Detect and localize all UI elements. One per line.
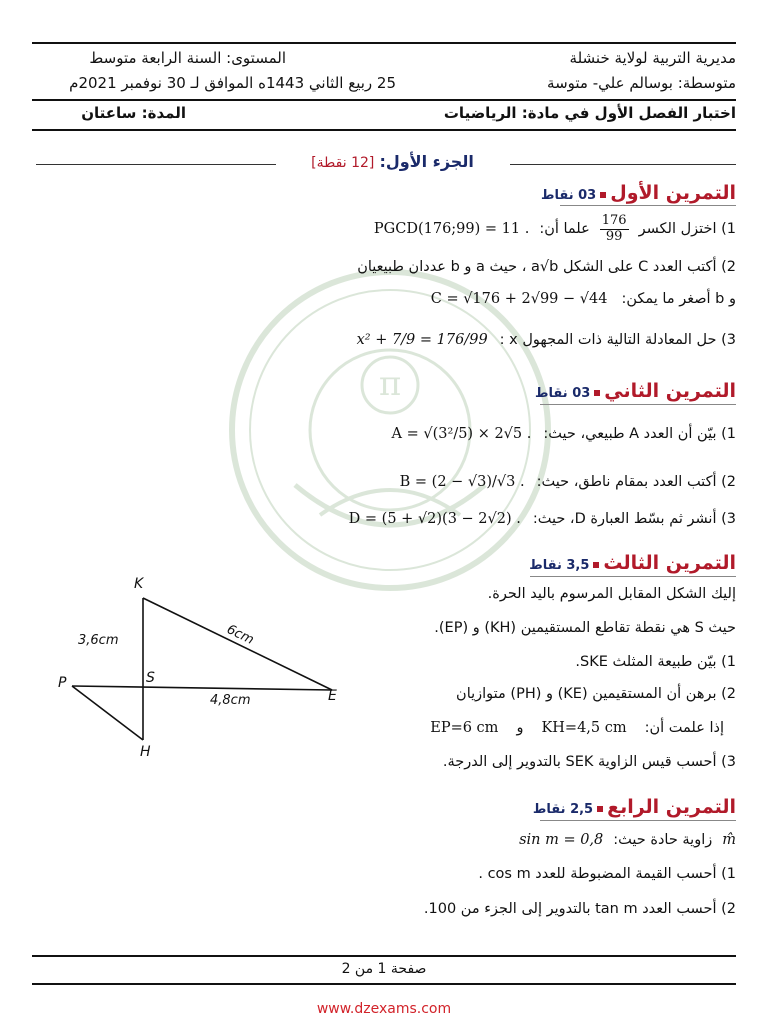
segment-ke [143, 598, 332, 690]
ex1-q2-line1: 2) أكتب العدد C على الشكل a√b ، حيث a و b عددان طبيعيان [357, 259, 736, 275]
ex3-points: 3,5 نقاط [529, 558, 590, 573]
ex2-q2-expression: B = (2 − √3)/√3 . [399, 474, 525, 490]
ex2-q1 [392, 426, 736, 442]
ex2-points: 03 نقاط [535, 386, 591, 401]
ex1-q3 [357, 332, 736, 348]
point-h-label: H [140, 744, 151, 760]
exam-title: اختبار الفصل الأول في مادة: الرياضيات [443, 104, 736, 122]
ex4-intro-expression: sin m = 0,8 [519, 832, 604, 848]
duration-label: المدة: ساعتان [81, 104, 186, 122]
ex4-intro-text: زاوية حادة حيث: [613, 832, 713, 848]
point-e-label: E [328, 688, 337, 704]
ex3-intro1: إليك الشكل المقابل المرسوم باليد الحرة. [487, 586, 736, 602]
length-ks-label: 3,6cm [78, 633, 119, 648]
ex4-angle-symbol: m̂ [722, 832, 736, 848]
footer-top-rule [32, 955, 736, 957]
ex3-q2: 2) برهن أن المستقيمين (KE) و (PH) متوازيان [456, 686, 736, 702]
svg-text:π: π [378, 364, 402, 404]
part1-title: الجزء الأول: [379, 152, 474, 171]
point-k-label: K [134, 576, 144, 592]
ex4-intro [519, 832, 736, 848]
point-s-label: S [146, 670, 155, 686]
length-se-label: 4,8cm [210, 693, 251, 708]
ex1-q1-text: 1) اختزل الكسر [638, 221, 736, 238]
ex2-q1-expression: A = √(3²/5) × 2√5 . [391, 426, 532, 442]
ex2-underline [540, 404, 736, 405]
ex1-q2-condition: و b أصغر ما يمكن: [621, 291, 736, 307]
ex1-title: التمرين الأول [610, 182, 736, 204]
ex3-underline [530, 576, 736, 577]
part-right-rule [510, 164, 736, 165]
ex4-q2: 2) أحسب العدد tan m بالتدوير إلى الجزء من 100. [423, 901, 736, 917]
point-p-label: P [58, 675, 67, 691]
ex3-intro2: حيث S هي نقطة تقاطع المستقيمين (KH) و (EP). [434, 620, 736, 636]
segment-pe [72, 686, 332, 690]
ex1-underline [560, 205, 736, 206]
footer-bottom-rule [32, 983, 736, 985]
ex2-q1-text: 1) بيّن أن العدد A طبيعي، حيث: [543, 426, 736, 442]
ex3-q3: 3) أحسب قيس الزاوية SEK بالتدوير إلى الدرجة. [442, 754, 736, 770]
ex4-points: 2,5 نقاط [532, 802, 594, 817]
ex3-q2b-and: و [516, 720, 524, 736]
ex3-figure [50, 570, 350, 770]
bullet-square-icon [593, 562, 599, 568]
ex2-heading [535, 380, 736, 402]
ex3-q2b-text: إذا علمت أن: [644, 720, 724, 736]
ex4-underline [540, 820, 736, 821]
header-bottom-rule [32, 129, 736, 131]
fraction-denominator: 99 [605, 228, 623, 244]
school-label: متوسطة: بوسالم علي- متوسة [547, 74, 736, 92]
ex3-q1: 1) بيّن طبيعة المثلث SKE. [575, 654, 736, 670]
ex1-q3-equation: x² + 7/9 = 176/99 [356, 332, 488, 348]
ex4-q1: 1) أحسب القيمة المضبوطة للعدد cos m . [478, 866, 736, 882]
bullet-square-icon [600, 192, 606, 198]
ex1-q2-line2 [431, 291, 736, 307]
ex2-q3-expression: D = (5 + √2)(3 − 2√2) . [348, 511, 521, 527]
ex1-q1-fraction [600, 214, 629, 245]
ex1-heading [541, 182, 736, 204]
ex2-q3-text: 3) أنشر ثم بسّط العبارة D، حيث: [532, 511, 736, 527]
part1-points: [12 نقطة] [311, 155, 375, 171]
ex2-q3 [349, 511, 736, 527]
footer-url-link[interactable]: www.dzexams.com [316, 1001, 452, 1017]
ex2-title: التمرين الثاني [604, 380, 736, 402]
ex1-q3-text: 3) حل المعادلة التالية ذات المجهول x : [499, 332, 736, 348]
date-label: 25 ربيع الثاني 1443ه الموافق لـ 30 نوفمبر 2021م [69, 74, 396, 92]
fraction-numerator: 176 [601, 213, 627, 228]
ex3-q2b-kh: KH=4,5 cm [541, 720, 627, 736]
length-ke-label: 6cm [224, 622, 257, 648]
ex3-q2b-ep: EP=6 cm [430, 720, 499, 736]
ex4-heading [533, 796, 736, 818]
ex4-title: التمرين الرابع [607, 796, 736, 818]
ex2-q2-text: 2) أكتب العدد بمقام ناطق، حيث: [536, 474, 736, 490]
level-label: المستوى: السنة الرابعة متوسط [89, 49, 286, 67]
header-top-rule [32, 42, 736, 44]
ex3-heading [529, 552, 736, 574]
bullet-square-icon [597, 806, 603, 812]
ex1-points: 03 نقاط [540, 188, 597, 203]
part-left-rule [36, 164, 276, 165]
part1-heading [280, 152, 505, 171]
ex3-title: التمرين الثالث [603, 552, 736, 574]
ex2-q2 [400, 474, 736, 490]
page-number: صفحة 1 من 2 [341, 961, 427, 977]
bullet-square-icon [594, 390, 600, 396]
ex1-q1-pgcd: PGCD(176;99) = 11 . [373, 221, 530, 238]
ex1-q1 [374, 214, 736, 245]
ex1-q1-know: علما أن: [539, 221, 590, 238]
segment-ph [72, 686, 143, 740]
directorate-label: مديرية التربية لولاية خنشلة [569, 49, 736, 67]
header-mid-rule [32, 99, 736, 101]
ex1-q2-expression: C = √176 + 2√99 − √44 [430, 291, 608, 307]
ex3-q2b [430, 720, 724, 736]
